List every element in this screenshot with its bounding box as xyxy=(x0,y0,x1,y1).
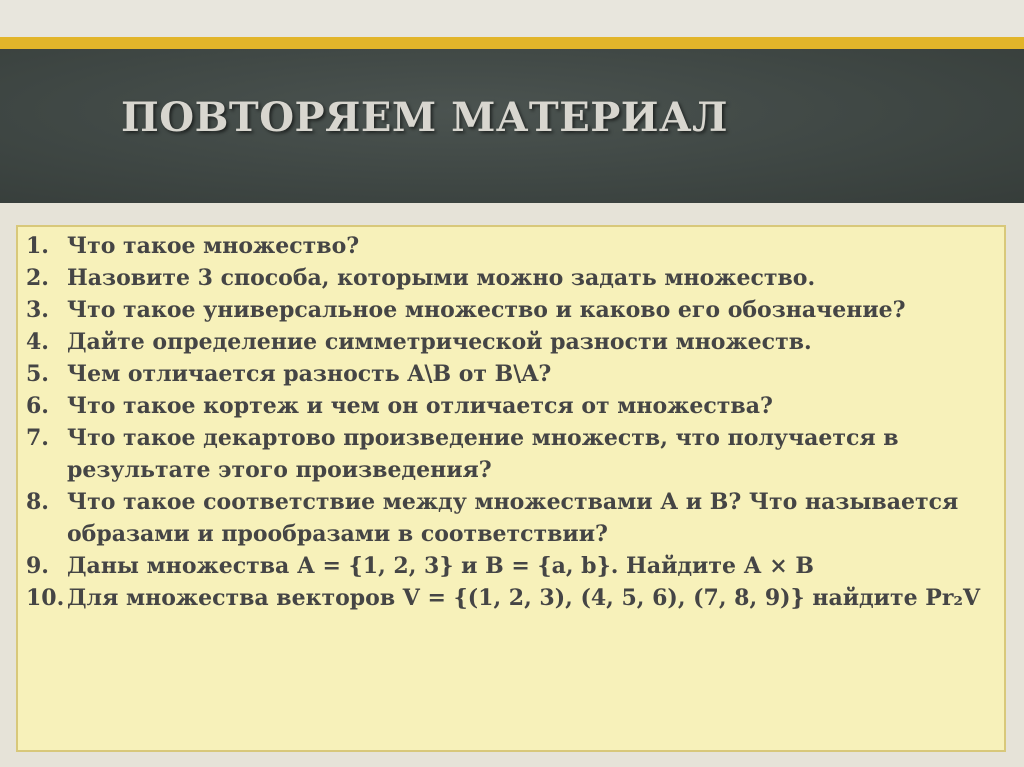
question-item xyxy=(26,326,996,358)
question-number: 7. xyxy=(26,425,49,451)
question-item xyxy=(26,422,996,486)
question-number: 8. xyxy=(26,489,49,515)
question-text: Что такое универсальное множество и каково его обозначение? xyxy=(67,297,906,323)
slide-title: ПОВТОРЯЕМ МАТЕРИАЛ xyxy=(121,94,729,141)
question-text: Для множества векторов V = {(1, 2, 3), (4, 5, 6), (7, 8, 9)} найдите Pr₂V xyxy=(67,585,981,611)
question-number: 10. xyxy=(26,585,65,611)
question-text: Назовите 3 способа, которыми можно задать множество. xyxy=(67,265,816,291)
question-text: Что такое множество? xyxy=(67,233,360,259)
question-number: 6. xyxy=(26,393,49,419)
question-item xyxy=(26,582,996,614)
question-number: 1. xyxy=(26,233,49,259)
question-item xyxy=(26,550,996,582)
question-item xyxy=(26,294,996,326)
question-text: Что такое соответствие между множествами А и В? Что называется образами и прообразами в соответствии? xyxy=(67,489,959,547)
accent-line xyxy=(0,37,1024,49)
question-text: Даны множества А = {1, 2, 3} и В = {a, b}. Найдите А × В xyxy=(67,553,814,579)
question-number: 2. xyxy=(26,265,49,291)
question-number: 5. xyxy=(26,361,49,387)
question-number: 3. xyxy=(26,297,49,323)
question-number: 4. xyxy=(26,329,49,355)
question-item xyxy=(26,390,996,422)
question-number: 9. xyxy=(26,553,49,579)
question-item xyxy=(26,358,996,390)
question-item xyxy=(26,262,996,294)
question-text: Дайте определение симметрической разности множеств. xyxy=(67,329,812,355)
question-item xyxy=(26,486,996,550)
question-text: Что такое декартово произведение множеств, что получается в результате этого произведения? xyxy=(67,425,899,483)
top-strip xyxy=(0,0,1024,37)
question-text: Что такое кортеж и чем он отличается от множества? xyxy=(67,393,773,419)
question-text: Чем отличается разность A\B от B\A? xyxy=(67,361,552,387)
question-list xyxy=(26,230,996,614)
question-item xyxy=(26,230,996,262)
